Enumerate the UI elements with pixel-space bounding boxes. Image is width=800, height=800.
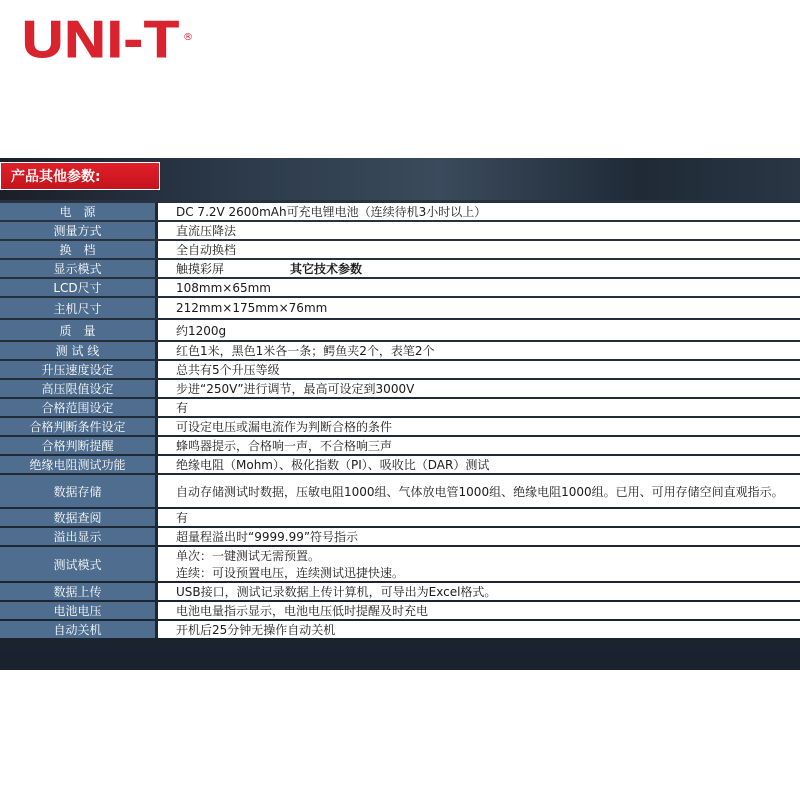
spec-label: 数据查阅: [0, 509, 158, 526]
spec-label: 测量方式: [0, 222, 158, 239]
table-row: [0, 260, 800, 277]
table-row: [0, 418, 800, 435]
spec-value: 有: [158, 509, 800, 526]
spec-label: 数据上传: [0, 583, 158, 600]
spec-label: 自动关机: [0, 621, 158, 638]
extra-heading: 其它技术参数: [290, 262, 363, 276]
spec-value: 蜂鸣器提示，合格响一声，不合格响三声: [158, 437, 800, 454]
spec-label: 溢出显示: [0, 528, 158, 545]
logo-text: UNI-T: [22, 11, 181, 69]
spec-label: 高压限值设定: [0, 380, 158, 397]
spec-label: 升压速度设定: [0, 361, 158, 378]
table-row: [0, 528, 800, 545]
table-row: [0, 279, 800, 296]
spec-value-line: 连续：可设预置电压，连续测试迅捷快速。: [176, 566, 405, 580]
registered-mark: ®: [183, 32, 193, 43]
spec-value: 自动存储测试时数据，压敏电阻1000组、气体放电管1000组、绝缘电阻1000组。已用、可用存储空间直观指示。: [158, 475, 800, 507]
spec-value: 可设定电压或漏电流作为判断合格的条件: [158, 418, 800, 435]
spec-label: 测 试 线: [0, 342, 158, 359]
spec-label: 电池电压: [0, 602, 158, 619]
table-row: [0, 320, 800, 340]
spec-value: DC 7.2V 2600mAh可充电锂电池（连续待机3小时以上）: [158, 203, 800, 220]
table-row: [0, 380, 800, 397]
table-row: [0, 222, 800, 239]
spec-label: 数据存储: [0, 475, 158, 507]
spec-label: 合格判断提醒: [0, 437, 158, 454]
spec-value: 有: [158, 399, 800, 416]
table-row: [0, 509, 800, 526]
spec-value: 开机后25分钟无操作自动关机: [158, 621, 800, 638]
table-row: [0, 399, 800, 416]
brand-logo: [22, 11, 181, 69]
table-row: [0, 437, 800, 454]
spec-value: 直流压降法: [158, 222, 800, 239]
spec-value: 212mm×175mm×76mm: [158, 298, 800, 318]
spec-value: 步进“250V”进行调节，最高可设定到3000V: [158, 380, 800, 397]
spec-value: [158, 547, 800, 581]
spec-label: 电 源: [0, 203, 158, 220]
spec-value-line: 单次：一键测试无需预置。: [176, 549, 321, 563]
spec-label: 合格范围设定: [0, 399, 158, 416]
table-row: [0, 547, 800, 581]
spec-value: 电池电量指示显示，电池电压低时提醒及时充电: [158, 602, 800, 619]
spec-value: 约1200g: [158, 320, 800, 340]
table-row: [0, 456, 800, 473]
spec-label: 合格判断条件设定: [0, 418, 158, 435]
section-title: 产品其他参数:: [0, 162, 160, 190]
spec-label: 主机尺寸: [0, 298, 158, 318]
table-row: [0, 361, 800, 378]
spec-value-text: 触摸彩屏: [176, 262, 225, 276]
spec-label: 质 量: [0, 320, 158, 340]
spec-label: 换 档: [0, 241, 158, 258]
spec-label: 绝缘电阻测试功能: [0, 456, 158, 473]
spec-value: 108mm×65mm: [158, 279, 800, 296]
spec-value: 总共有5个升压等级: [158, 361, 800, 378]
spec-value: 绝缘电阻（Mohm）、极化指数（PI）、吸收比（DAR）测试: [158, 456, 800, 473]
spec-value: 红色1米，黑色1米各一条；鳄鱼夹2个，表笔2个: [158, 342, 800, 359]
spec-label: 测试模式: [0, 547, 158, 581]
spec-value: [158, 260, 800, 277]
spec-value: 全自动换档: [158, 241, 800, 258]
table-row: [0, 602, 800, 619]
table-row: [0, 621, 800, 638]
table-row: [0, 342, 800, 359]
table-row: [0, 203, 800, 220]
spec-value: USB接口，测试记录数据上传计算机，可导出为Excel格式。: [158, 583, 800, 600]
spec-table: [0, 201, 800, 640]
table-row: [0, 583, 800, 600]
spec-label: LCD尺寸: [0, 279, 158, 296]
table-row: [0, 241, 800, 258]
table-row: [0, 298, 800, 318]
spec-label: 显示模式: [0, 260, 158, 277]
spec-value: 超量程溢出时“9999.99”符号指示: [158, 528, 800, 545]
table-row: [0, 475, 800, 507]
